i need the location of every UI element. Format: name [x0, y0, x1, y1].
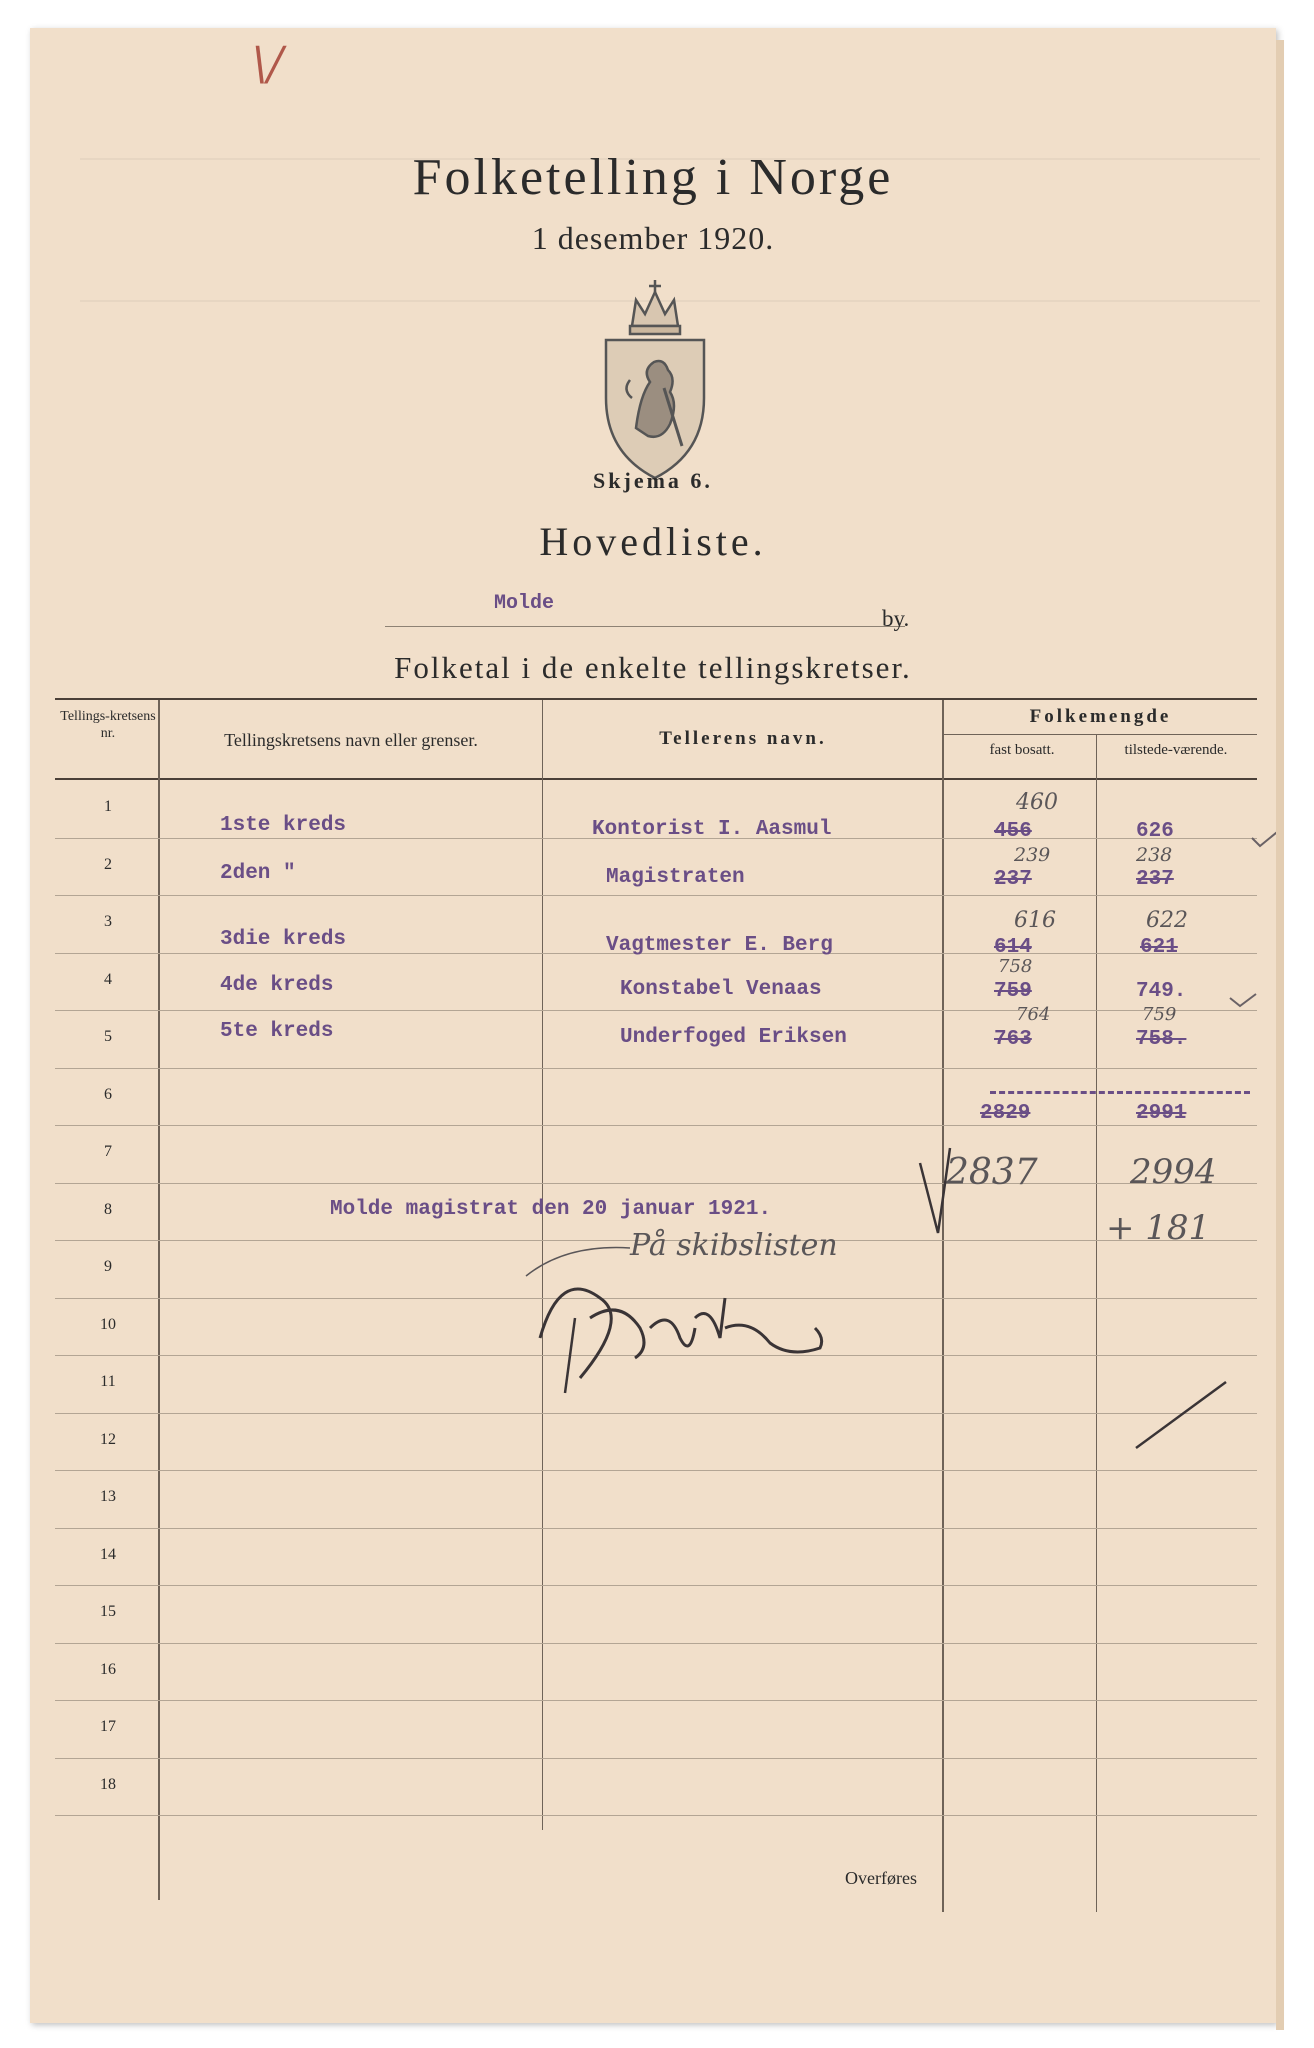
check-mark-icon — [1252, 828, 1276, 846]
row-number: 15 — [100, 1603, 116, 1620]
row-number: 8 — [104, 1201, 112, 1218]
counter-name: Kontorist I. Aasmul — [592, 818, 832, 841]
row-number: 12 — [100, 1431, 116, 1448]
district-name: 3die kreds — [220, 928, 347, 951]
col-population-header: Folkemengde — [1029, 706, 1172, 727]
census-sheet — [30, 28, 1276, 2023]
row-number: 9 — [104, 1258, 112, 1275]
corner-check-mark: \/ — [252, 36, 283, 90]
total-new-tilstede: 2994 — [1130, 1152, 1217, 1192]
col-counter-header: Tellerens navn. — [659, 728, 827, 749]
district-name: 2den " — [220, 862, 296, 885]
row-number: 14 — [100, 1546, 116, 1563]
district-name: 4de kreds — [220, 974, 334, 997]
district-name: 1ste kreds — [220, 814, 347, 837]
row-number: 2 — [104, 856, 112, 873]
fast-correction: 616 — [1014, 908, 1056, 933]
fast-value: 456 — [994, 820, 1032, 843]
row-number: 11 — [100, 1373, 116, 1390]
check-mark-icon — [920, 1148, 950, 1233]
counter-name: Vagtmester E. Berg — [606, 934, 833, 957]
tilstede-value: 758. — [1136, 1028, 1187, 1051]
page-edge — [1276, 40, 1284, 2030]
fast-correction: 460 — [1016, 790, 1058, 815]
page-title: Folketelling i Norge — [412, 149, 894, 206]
fast-correction: 758 — [998, 956, 1033, 977]
col-fast-header: fast bosatt. — [989, 742, 1055, 758]
handwritten-note: På skibslisten — [630, 1228, 838, 1263]
counter-name: Konstabel Venaas — [620, 978, 822, 1001]
fast-correction: 239 — [1014, 844, 1051, 866]
row-number: 4 — [104, 971, 112, 988]
tilstede-correction: 238 — [1136, 844, 1173, 866]
tilstede-value: 626 — [1136, 820, 1174, 843]
row-number: 13 — [100, 1488, 116, 1505]
row-number: 1 — [104, 798, 112, 815]
row-number: 18 — [100, 1776, 116, 1793]
handwritten-marks — [30, 28, 1276, 2023]
counter-name: Magistraten — [606, 866, 745, 889]
row-number: 3 — [104, 913, 112, 930]
tilstede-correction: 759 — [1142, 1004, 1177, 1025]
check-mark-icon — [1230, 994, 1256, 1006]
town-value: Molde — [494, 592, 555, 615]
col-nr-header: Tellings-kretsens nr. — [60, 709, 156, 741]
row-number: 5 — [104, 1028, 112, 1045]
row-number: 10 — [100, 1316, 116, 1333]
district-name: 5te kreds — [220, 1020, 334, 1043]
diagonal-stroke-icon — [1136, 1382, 1226, 1448]
col-name-header: Tellingskretsens navn eller grenser. — [224, 730, 478, 750]
signature-icon — [520, 1258, 830, 1398]
fast-value: 759 — [994, 980, 1032, 1003]
tilstede-value: 621 — [1140, 936, 1178, 959]
carried-over-label: Overføres — [845, 1868, 917, 1888]
col-tilstede-header: tilstede-værende. — [1124, 742, 1228, 758]
row-number: 7 — [104, 1143, 112, 1160]
tilstede-value: 749. — [1136, 980, 1187, 1003]
row-number: 16 — [100, 1661, 116, 1678]
tilstede-correction: 622 — [1146, 908, 1188, 933]
magistrate-stamp: Molde magistrat den 20 januar 1921. — [330, 1198, 772, 1221]
schema-number: Skjema 6. — [593, 468, 713, 493]
tilstede-value: 237 — [1136, 868, 1174, 891]
row-number: 17 — [100, 1718, 116, 1735]
census-date: 1 desember 1920. — [531, 220, 775, 256]
town-suffix: by. — [882, 606, 910, 631]
list-title: Hovedliste. — [539, 519, 767, 564]
counter-name: Underfoged Eriksen — [620, 1026, 847, 1049]
table-subtitle: Folketal i de enkelte tellingskretser. — [394, 650, 912, 685]
fast-value: 614 — [994, 936, 1032, 959]
total-old-tilstede: 2991 — [1136, 1102, 1187, 1125]
total-new-fast: 2837 — [946, 1152, 1038, 1193]
fast-value: 763 — [994, 1028, 1032, 1051]
row-number: 6 — [104, 1086, 112, 1103]
ship-list-addition: + 181 — [1106, 1208, 1211, 1248]
fast-correction: 764 — [1016, 1004, 1051, 1025]
fast-value: 237 — [994, 868, 1032, 891]
total-old-fast: 2829 — [980, 1102, 1031, 1125]
